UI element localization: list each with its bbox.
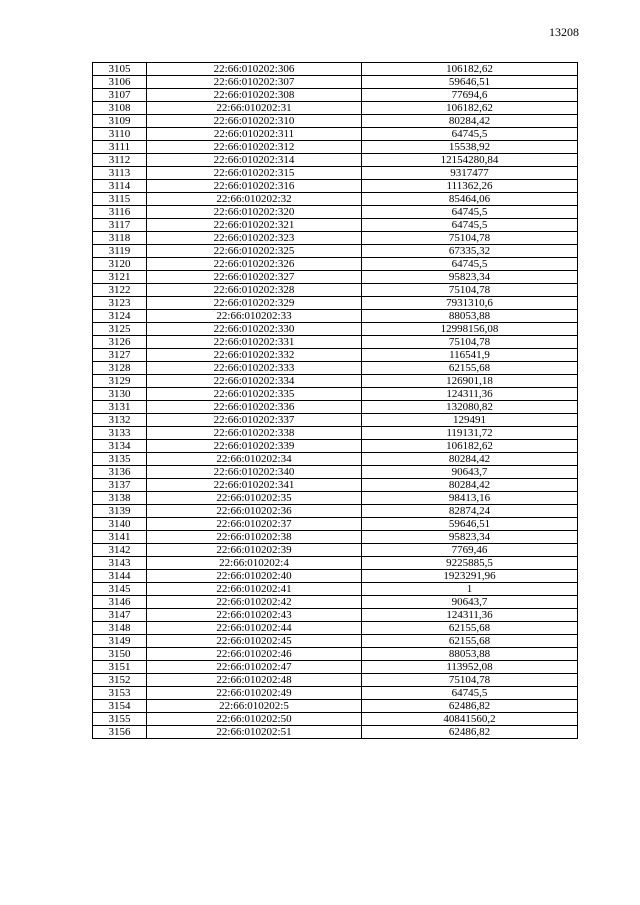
- cadastral-number-cell: 22:66:010202:323: [147, 232, 362, 245]
- row-number-cell: 3135: [93, 453, 147, 466]
- table-row: [93, 258, 578, 271]
- table-row: [93, 570, 578, 583]
- table-row: [93, 726, 578, 739]
- row-number-cell: 3110: [93, 128, 147, 141]
- table-row: [93, 557, 578, 570]
- cadastral-value-cell: 1: [362, 583, 578, 596]
- table-row: [93, 63, 578, 76]
- cadastral-value-cell: 106182,62: [362, 440, 578, 453]
- cadastral-number-cell: 22:66:010202:316: [147, 180, 362, 193]
- table-row: [93, 349, 578, 362]
- row-number-cell: 3155: [93, 713, 147, 726]
- row-number-cell: 3139: [93, 505, 147, 518]
- cadastral-number-cell: 22:66:010202:340: [147, 466, 362, 479]
- cadastral-value-cell: 59646,51: [362, 76, 578, 89]
- cadastral-number-cell: 22:66:010202:312: [147, 141, 362, 154]
- cadastral-number-cell: 22:66:010202:35: [147, 492, 362, 505]
- row-number-cell: 3112: [93, 154, 147, 167]
- cadastral-value-cell: 95823,34: [362, 271, 578, 284]
- table-row: [93, 232, 578, 245]
- cadastral-value-cell: 12154280,84: [362, 154, 578, 167]
- row-number-cell: 3106: [93, 76, 147, 89]
- table-row: [93, 700, 578, 713]
- cadastral-number-cell: 22:66:010202:328: [147, 284, 362, 297]
- table-row: [93, 622, 578, 635]
- cadastral-value-cell: 9225885,5: [362, 557, 578, 570]
- table-row: [93, 518, 578, 531]
- cadastral-number-cell: 22:66:010202:306: [147, 63, 362, 76]
- row-number-cell: 3130: [93, 388, 147, 401]
- cadastral-number-cell: 22:66:010202:325: [147, 245, 362, 258]
- table-row: [93, 245, 578, 258]
- cadastral-value-cell: 88053,88: [362, 648, 578, 661]
- cadastral-value-cell: 9317477: [362, 167, 578, 180]
- table-row: [93, 440, 578, 453]
- cadastral-value-cell: 124311,36: [362, 609, 578, 622]
- table-row: [93, 310, 578, 323]
- table-row: [93, 128, 578, 141]
- cadastral-value-cell: 124311,36: [362, 388, 578, 401]
- cadastral-number-cell: 22:66:010202:338: [147, 427, 362, 440]
- row-number-cell: 3145: [93, 583, 147, 596]
- cadastral-number-cell: 22:66:010202:34: [147, 453, 362, 466]
- cadastral-value-cell: 12998156,08: [362, 323, 578, 336]
- cadastral-value-cell: 64745,5: [362, 258, 578, 271]
- row-number-cell: 3117: [93, 219, 147, 232]
- row-number-cell: 3147: [93, 609, 147, 622]
- table-row: [93, 219, 578, 232]
- cadastral-value-cell: 111362,26: [362, 180, 578, 193]
- cadastral-number-cell: 22:66:010202:51: [147, 726, 362, 739]
- cadastral-value-cell: 90643,7: [362, 596, 578, 609]
- table-row: [93, 193, 578, 206]
- table-row: [93, 284, 578, 297]
- cadastral-value-cell: 64745,5: [362, 206, 578, 219]
- cadastral-number-cell: 22:66:010202:341: [147, 479, 362, 492]
- cadastral-value-cell: 98413,16: [362, 492, 578, 505]
- cadastral-number-cell: 22:66:010202:41: [147, 583, 362, 596]
- cadastral-number-cell: 22:66:010202:315: [147, 167, 362, 180]
- cadastral-value-cell: 62155,68: [362, 362, 578, 375]
- cadastral-number-cell: 22:66:010202:40: [147, 570, 362, 583]
- cadastral-number-cell: 22:66:010202:329: [147, 297, 362, 310]
- cadastral-number-cell: 22:66:010202:320: [147, 206, 362, 219]
- row-number-cell: 3125: [93, 323, 147, 336]
- row-number-cell: 3140: [93, 518, 147, 531]
- row-number-cell: 3153: [93, 687, 147, 700]
- cadastral-value-cell: 62155,68: [362, 622, 578, 635]
- cadastral-number-cell: 22:66:010202:5: [147, 700, 362, 713]
- row-number-cell: 3150: [93, 648, 147, 661]
- row-number-cell: 3144: [93, 570, 147, 583]
- cadastral-number-cell: 22:66:010202:321: [147, 219, 362, 232]
- cadastral-number-cell: 22:66:010202:337: [147, 414, 362, 427]
- table-row: [93, 89, 578, 102]
- cadastral-number-cell: 22:66:010202:333: [147, 362, 362, 375]
- table-row: [93, 362, 578, 375]
- cadastral-value-cell: 90643,7: [362, 466, 578, 479]
- cadastral-number-cell: 22:66:010202:339: [147, 440, 362, 453]
- row-number-cell: 3149: [93, 635, 147, 648]
- cadastral-number-cell: 22:66:010202:308: [147, 89, 362, 102]
- table-row: [93, 102, 578, 115]
- table-row: [93, 388, 578, 401]
- cadastral-number-cell: 22:66:010202:332: [147, 349, 362, 362]
- table-row: [93, 713, 578, 726]
- cadastral-value-cell: 62486,82: [362, 700, 578, 713]
- cadastral-value-cell: 80284,42: [362, 479, 578, 492]
- row-number-cell: 3105: [93, 63, 147, 76]
- page-number: 13208: [549, 25, 579, 39]
- cadastral-number-cell: 22:66:010202:44: [147, 622, 362, 635]
- cadastral-value-cell: 80284,42: [362, 453, 578, 466]
- row-number-cell: 3137: [93, 479, 147, 492]
- row-number-cell: 3133: [93, 427, 147, 440]
- cadastral-number-cell: 22:66:010202:327: [147, 271, 362, 284]
- cadastral-number-cell: 22:66:010202:4: [147, 557, 362, 570]
- cadastral-number-cell: 22:66:010202:334: [147, 375, 362, 388]
- cadastral-number-cell: 22:66:010202:38: [147, 531, 362, 544]
- cadastral-number-cell: 22:66:010202:330: [147, 323, 362, 336]
- cadastral-value-cell: 132080,82: [362, 401, 578, 414]
- cadastral-value-cell: 15538,92: [362, 141, 578, 154]
- cadastral-number-cell: 22:66:010202:336: [147, 401, 362, 414]
- row-number-cell: 3109: [93, 115, 147, 128]
- table-body: [93, 63, 578, 739]
- cadastral-value-cell: 119131,72: [362, 427, 578, 440]
- table-row: [93, 414, 578, 427]
- table-row: [93, 167, 578, 180]
- cadastral-value-cell: 80284,42: [362, 115, 578, 128]
- cadastral-number-cell: 22:66:010202:331: [147, 336, 362, 349]
- row-number-cell: 3126: [93, 336, 147, 349]
- row-number-cell: 3108: [93, 102, 147, 115]
- row-number-cell: 3146: [93, 596, 147, 609]
- cadastral-value-cell: 126901,18: [362, 375, 578, 388]
- cadastral-number-cell: 22:66:010202:36: [147, 505, 362, 518]
- row-number-cell: 3119: [93, 245, 147, 258]
- cadastral-number-cell: 22:66:010202:47: [147, 661, 362, 674]
- row-number-cell: 3154: [93, 700, 147, 713]
- cadastral-number-cell: 22:66:010202:314: [147, 154, 362, 167]
- table-row: [93, 180, 578, 193]
- cadastral-number-cell: 22:66:010202:307: [147, 76, 362, 89]
- row-number-cell: 3114: [93, 180, 147, 193]
- table-row: [93, 505, 578, 518]
- cadastral-value-cell: 59646,51: [362, 518, 578, 531]
- table-row: [93, 427, 578, 440]
- cadastral-number-cell: 22:66:010202:311: [147, 128, 362, 141]
- table-row: [93, 583, 578, 596]
- cadastral-value-cell: 85464,06: [362, 193, 578, 206]
- cadastral-number-cell: 22:66:010202:49: [147, 687, 362, 700]
- row-number-cell: 3132: [93, 414, 147, 427]
- row-number-cell: 3120: [93, 258, 147, 271]
- table-row: [93, 297, 578, 310]
- row-number-cell: 3148: [93, 622, 147, 635]
- cadastral-value-cell: 88053,88: [362, 310, 578, 323]
- table-row: [93, 466, 578, 479]
- row-number-cell: 3131: [93, 401, 147, 414]
- cadastral-value-cell: 7931310,6: [362, 297, 578, 310]
- table-row: [93, 635, 578, 648]
- table-row: [93, 479, 578, 492]
- cadastral-value-cell: 75104,78: [362, 232, 578, 245]
- cadastral-value-cell: 64745,5: [362, 219, 578, 232]
- cadastral-number-cell: 22:66:010202:310: [147, 115, 362, 128]
- cadastral-value-cell: 67335,32: [362, 245, 578, 258]
- cadastral-value-table: [92, 62, 578, 739]
- cadastral-number-cell: 22:66:010202:31: [147, 102, 362, 115]
- table-row: [93, 674, 578, 687]
- table-row: [93, 687, 578, 700]
- table-row: [93, 375, 578, 388]
- row-number-cell: 3121: [93, 271, 147, 284]
- cadastral-value-cell: 1923291,96: [362, 570, 578, 583]
- table-row: [93, 115, 578, 128]
- row-number-cell: 3123: [93, 297, 147, 310]
- table-row: [93, 661, 578, 674]
- cadastral-value-cell: 106182,62: [362, 63, 578, 76]
- table-row: [93, 609, 578, 622]
- cadastral-value-cell: 82874,24: [362, 505, 578, 518]
- table-row: [93, 648, 578, 661]
- cadastral-value-cell: 64745,5: [362, 687, 578, 700]
- table-row: [93, 154, 578, 167]
- table-row: [93, 336, 578, 349]
- cadastral-value-cell: 64745,5: [362, 128, 578, 141]
- cadastral-value-cell: 116541,9: [362, 349, 578, 362]
- table-row: [93, 206, 578, 219]
- cadastral-value-cell: 77694,6: [362, 89, 578, 102]
- row-number-cell: 3136: [93, 466, 147, 479]
- row-number-cell: 3124: [93, 310, 147, 323]
- cadastral-number-cell: 22:66:010202:326: [147, 258, 362, 271]
- row-number-cell: 3122: [93, 284, 147, 297]
- row-number-cell: 3128: [93, 362, 147, 375]
- table-row: [93, 453, 578, 466]
- table-row: [93, 531, 578, 544]
- cadastral-value-cell: 113952,08: [362, 661, 578, 674]
- cadastral-number-cell: 22:66:010202:39: [147, 544, 362, 557]
- row-number-cell: 3141: [93, 531, 147, 544]
- row-number-cell: 3118: [93, 232, 147, 245]
- table-row: [93, 492, 578, 505]
- cadastral-value-cell: 7769,46: [362, 544, 578, 557]
- cadastral-number-cell: 22:66:010202:32: [147, 193, 362, 206]
- table-row: [93, 401, 578, 414]
- row-number-cell: 3156: [93, 726, 147, 739]
- cadastral-value-cell: 106182,62: [362, 102, 578, 115]
- row-number-cell: 3143: [93, 557, 147, 570]
- row-number-cell: 3138: [93, 492, 147, 505]
- row-number-cell: 3142: [93, 544, 147, 557]
- cadastral-value-cell: 129491: [362, 414, 578, 427]
- row-number-cell: 3129: [93, 375, 147, 388]
- cadastral-number-cell: 22:66:010202:42: [147, 596, 362, 609]
- cadastral-number-cell: 22:66:010202:33: [147, 310, 362, 323]
- cadastral-value-cell: 40841560,2: [362, 713, 578, 726]
- row-number-cell: 3152: [93, 674, 147, 687]
- cadastral-value-cell: 62486,82: [362, 726, 578, 739]
- row-number-cell: 3116: [93, 206, 147, 219]
- table-row: [93, 323, 578, 336]
- table-row: [93, 141, 578, 154]
- table-row: [93, 76, 578, 89]
- table-row: [93, 596, 578, 609]
- cadastral-value-cell: 95823,34: [362, 531, 578, 544]
- cadastral-value-cell: 75104,78: [362, 674, 578, 687]
- cadastral-value-cell: 75104,78: [362, 336, 578, 349]
- cadastral-number-cell: 22:66:010202:43: [147, 609, 362, 622]
- cadastral-number-cell: 22:66:010202:48: [147, 674, 362, 687]
- cadastral-number-cell: 22:66:010202:46: [147, 648, 362, 661]
- cadastral-number-cell: 22:66:010202:335: [147, 388, 362, 401]
- row-number-cell: 3115: [93, 193, 147, 206]
- row-number-cell: 3127: [93, 349, 147, 362]
- table-row: [93, 544, 578, 557]
- row-number-cell: 3111: [93, 141, 147, 154]
- row-number-cell: 3151: [93, 661, 147, 674]
- cadastral-number-cell: 22:66:010202:45: [147, 635, 362, 648]
- row-number-cell: 3134: [93, 440, 147, 453]
- cadastral-number-cell: 22:66:010202:37: [147, 518, 362, 531]
- row-number-cell: 3107: [93, 89, 147, 102]
- cadastral-value-cell: 75104,78: [362, 284, 578, 297]
- cadastral-number-cell: 22:66:010202:50: [147, 713, 362, 726]
- table-row: [93, 271, 578, 284]
- row-number-cell: 3113: [93, 167, 147, 180]
- cadastral-value-cell: 62155,68: [362, 635, 578, 648]
